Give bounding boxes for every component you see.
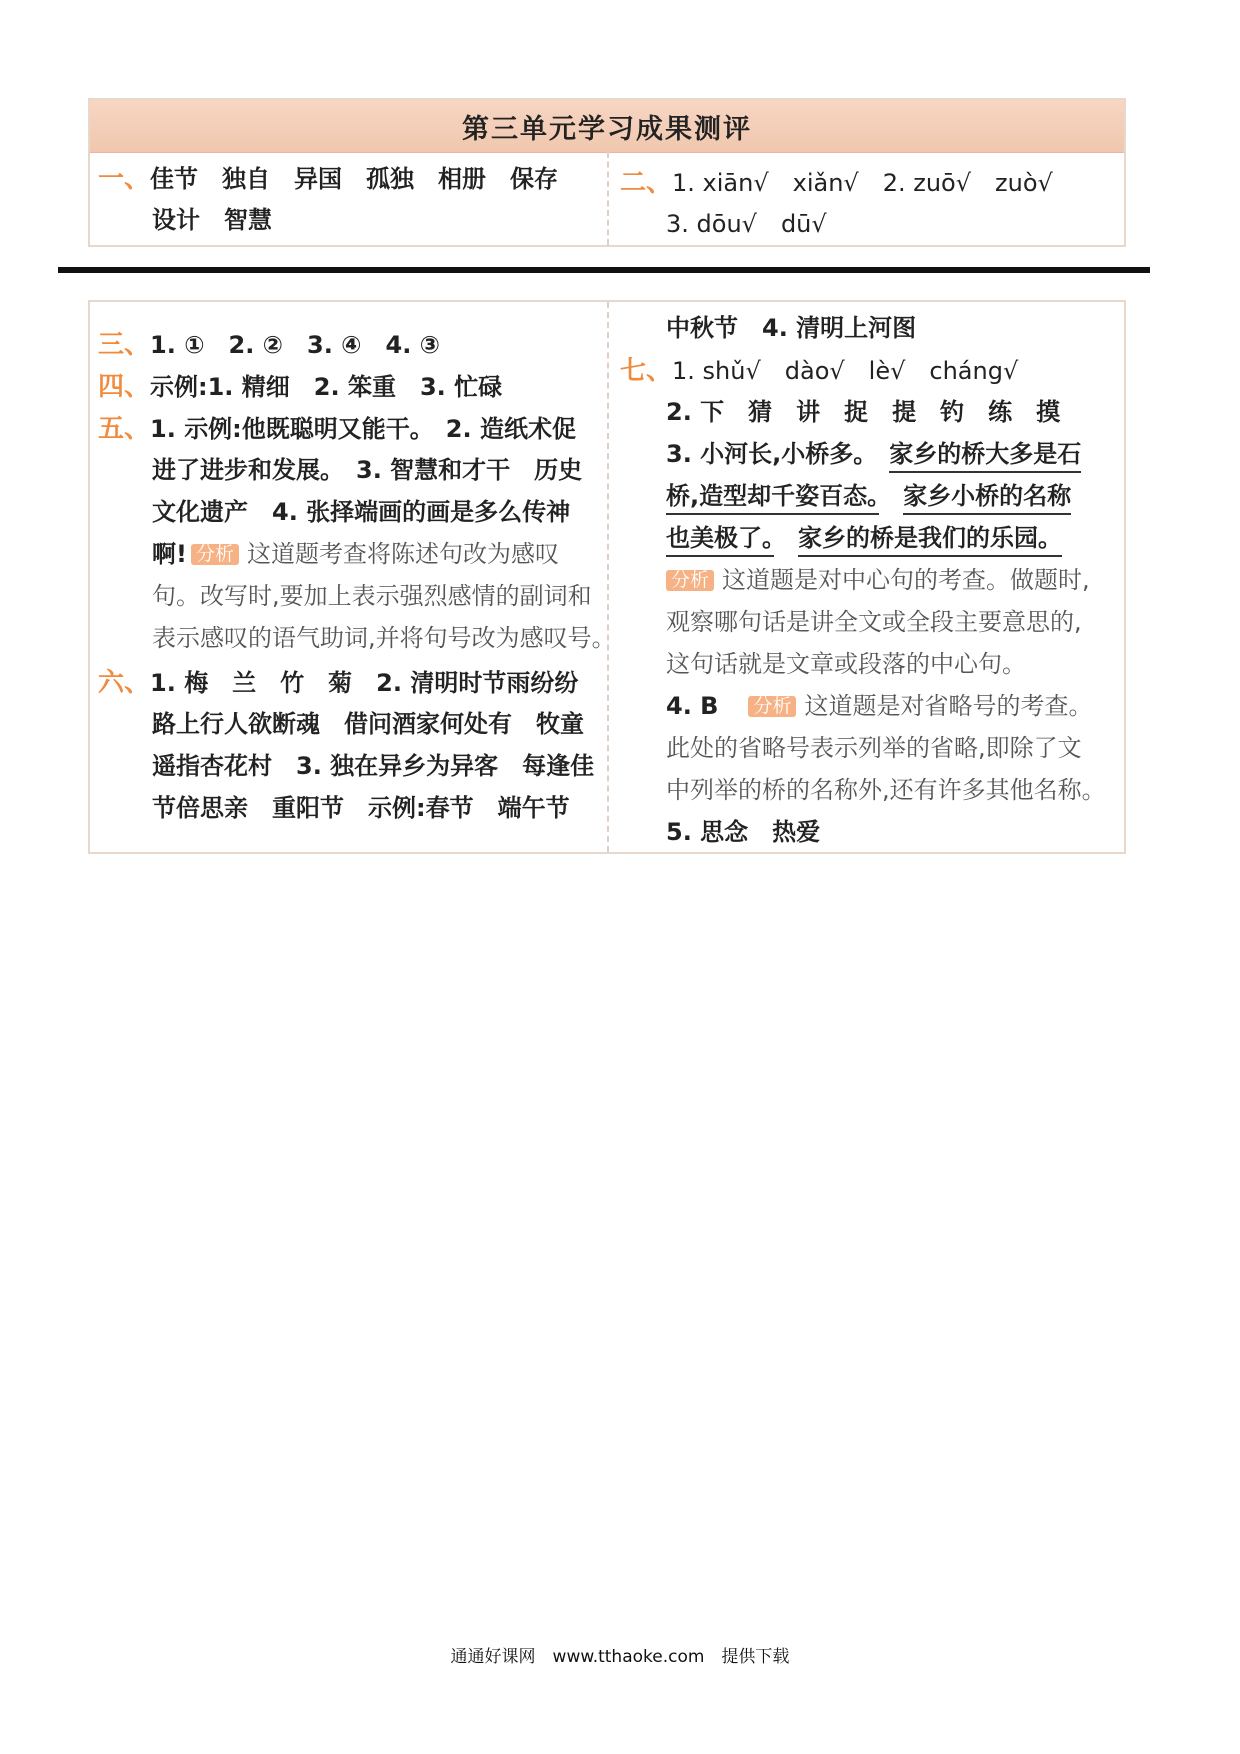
q6-line1: 六、1. 梅 兰 竹 菊 2. 清明时节雨纷纷 [98, 668, 579, 698]
q2-line1: 二、1. xiān√ xiǎn√ 2. zuō√ zuò√ [620, 168, 1053, 198]
q5-line3: 文化遗产 4. 张择端画的画是多么传神 [152, 498, 571, 526]
analysis-tag: 分析 [666, 570, 714, 591]
q6-line4: 节倍思亲 重阳节 示例:春节 端午节 [152, 794, 570, 822]
q6-line3: 遥指杏花村 3. 独在异乡为异客 每逢佳 [152, 752, 595, 780]
q7-line4: 桥,造型却千姿百态。 家乡小桥的名称 [666, 484, 1071, 508]
column-divider [607, 152, 609, 245]
q4-line: 四、示例:1. 精细 2. 笨重 3. 忙碌 [98, 372, 503, 402]
column-divider [607, 302, 609, 852]
q7-line1: 七、1. shǔ√ dào√ lè√ cháng√ [620, 356, 1019, 386]
footer-credit: 通通好课网 www.tthaoke.com 提供下载 [450, 1647, 790, 1667]
q5-line6: 表示感叹的语气助词,并将句号改为感叹号。 [152, 624, 616, 652]
q7-line9: 4. B 分析 这道题是对省略号的考查。 [666, 692, 1093, 720]
q7-line2: 2. 下 猜 讲 捉 提 钓 练 摸 [666, 398, 1061, 426]
section-rule [58, 267, 1150, 273]
q3-line: 三、1. ① 2. ② 3. ④ 4. ③ [98, 330, 440, 360]
q7-note-line1: 分析 这道题是对中心句的考查。做题时, [666, 568, 1090, 592]
analysis-tag: 分析 [191, 544, 239, 565]
main-answer-box [88, 300, 1126, 854]
q7-note-line4: 此处的省略号表示列举的省略,即除了文 [666, 734, 1082, 762]
q2-line2: 3. dōu√ dū√ [666, 210, 827, 238]
page-title: 第三单元学习成果测评 [90, 100, 1124, 153]
q5-line2: 进了进步和发展。 3. 智慧和才干 历史 [152, 456, 583, 484]
q7-note-line5: 中列举的桥的名称外,还有许多其他名称。 [666, 776, 1106, 804]
q6-continued-line: 中秋节 4. 清明上河图 [666, 314, 917, 342]
top-answer-box [88, 98, 1126, 247]
q5-line5: 句。改写时,要加上表示强烈感情的副词和 [152, 582, 592, 610]
q7-line5: 也美极了。 家乡的桥是我们的乐园。 [666, 526, 1062, 550]
q7-line3: 3. 小河长,小桥多。 家乡的桥大多是石 [666, 442, 1081, 466]
q7-line12: 5. 思念 热爱 [666, 818, 821, 846]
q5-line1: 五、1. 示例:他既聪明又能干。 2. 造纸术促 [98, 414, 576, 444]
q1-number: 一、 [98, 164, 151, 194]
q1-line1: 一、佳节 独自 异国 孤独 相册 保存 [98, 164, 559, 194]
q7-note-line2: 观察哪句话是讲全文或全段主要意思的, [666, 608, 1082, 636]
q7-note-line3: 这句话就是文章或段落的中心句。 [666, 650, 1026, 678]
q2-number: 二、 [620, 168, 673, 198]
q5-line4: 啊! 分析 这道题考查将陈述句改为感叹 [152, 540, 559, 568]
q1-line2: 设计 智慧 [152, 206, 272, 234]
analysis-tag: 分析 [748, 696, 796, 717]
q6-line2: 路上行人欲断魂 借问酒家何处有 牧童 [152, 710, 584, 738]
